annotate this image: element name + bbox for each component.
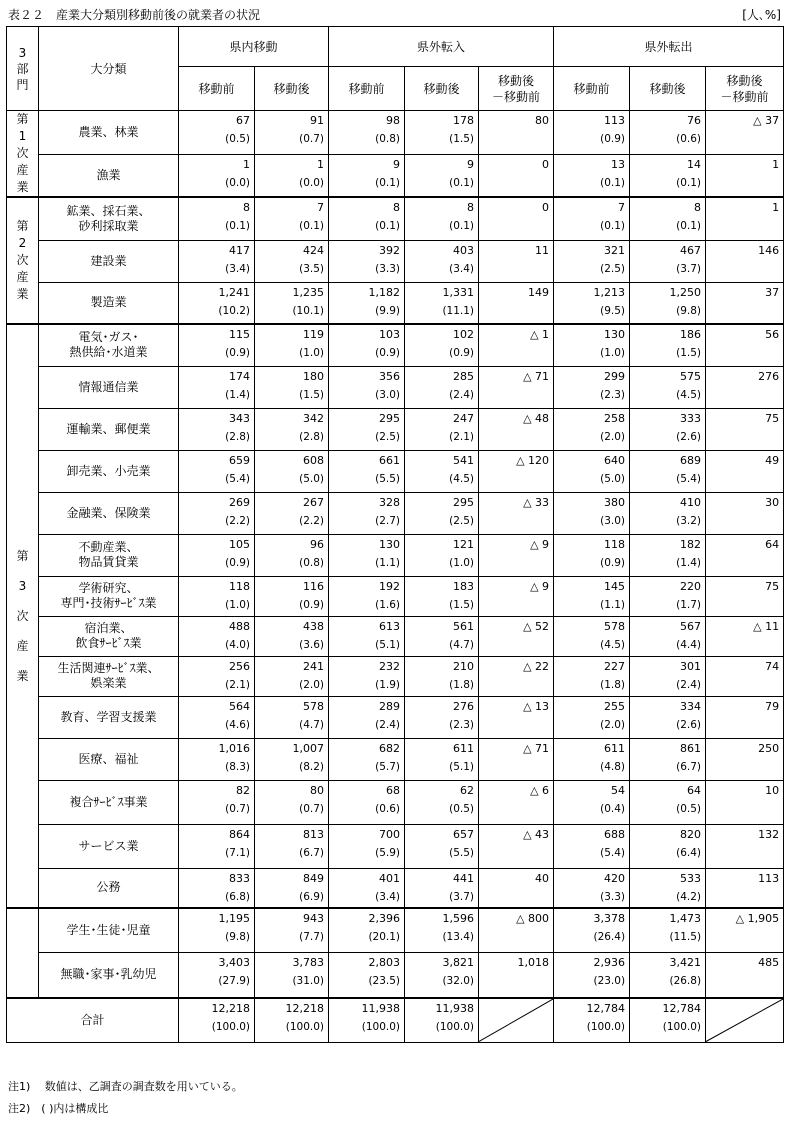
cell-in-d: △ 71 <box>479 366 554 408</box>
cell-out-a: 14 (0.1) <box>630 155 706 197</box>
cell-ni-b: 1 (0.0) <box>179 155 255 197</box>
total-cell: 11,938 (100.0) <box>405 998 479 1042</box>
cell-out-b: 258 (2.0) <box>554 408 630 450</box>
cell-out-a: 410 (3.2) <box>630 492 706 534</box>
cell-in-a: 62 (0.5) <box>405 780 479 824</box>
cell-out-d: 146 <box>706 240 784 282</box>
cell-in-b: 356 (3.0) <box>329 366 405 408</box>
cell-ni-a: 943 (7.7) <box>255 908 329 952</box>
cell-out-a: 861 (6.7) <box>630 738 706 780</box>
cell-out-d: 79 <box>706 696 784 738</box>
cell-in-a: 9 (0.1) <box>405 155 479 197</box>
category-name: 情報通信業 <box>39 366 179 408</box>
cell-ni-a: 180 (1.5) <box>255 366 329 408</box>
cell-in-d: △ 48 <box>479 408 554 450</box>
cell-out-d: 30 <box>706 492 784 534</box>
diagonal-slash <box>479 998 554 1042</box>
cell-ni-b: 488 (4.0) <box>179 616 255 656</box>
cell-out-b: 420 (3.3) <box>554 868 630 908</box>
cell-ni-a: 1,007 (8.2) <box>255 738 329 780</box>
table-row <box>7 240 784 282</box>
cell-out-b: 7 (0.1) <box>554 197 630 240</box>
cell-in-b: 98 (0.8) <box>329 111 405 155</box>
cell-in-d: 11 <box>479 240 554 282</box>
cell-out-d: 276 <box>706 366 784 408</box>
category-header: 大分類 <box>39 27 179 111</box>
cell-ni-b: 659 (5.4) <box>179 450 255 492</box>
unit-label: [人､%] <box>742 8 781 22</box>
cell-out-a: 467 (3.7) <box>630 240 706 282</box>
cell-in-a: 178 (1.5) <box>405 111 479 155</box>
cell-out-a: 186 (1.5) <box>630 324 706 366</box>
cell-in-b: 103 (0.9) <box>329 324 405 366</box>
cell-in-a: 121 (1.0) <box>405 534 479 576</box>
cell-in-d: △ 43 <box>479 824 554 868</box>
category-name: 公務 <box>39 868 179 908</box>
cell-out-b: 145 (1.1) <box>554 576 630 616</box>
table-row <box>7 111 784 155</box>
cell-out-a: 334 (2.6) <box>630 696 706 738</box>
table-title: 表２２ 産業大分類別移動前後の就業者の状況 <box>8 8 261 22</box>
cell-in-a: 1,596 (13.4) <box>405 908 479 952</box>
table-row <box>7 868 784 908</box>
cell-out-b: 321 (2.5) <box>554 240 630 282</box>
cell-ni-b: 269 (2.2) <box>179 492 255 534</box>
cell-out-b: 688 (5.4) <box>554 824 630 868</box>
cell-in-b: 130 (1.1) <box>329 534 405 576</box>
cell-out-b: 380 (3.0) <box>554 492 630 534</box>
cell-ni-b: 115 (0.9) <box>179 324 255 366</box>
cell-in-a: 102 (0.9) <box>405 324 479 366</box>
cell-ni-b: 256 (2.1) <box>179 656 255 696</box>
cell-ni-b: 1,195 (9.8) <box>179 908 255 952</box>
cell-out-d: 250 <box>706 738 784 780</box>
cell-ni-a: 608 (5.0) <box>255 450 329 492</box>
cell-in-a: 183 (1.5) <box>405 576 479 616</box>
cell-ni-a: 342 (2.8) <box>255 408 329 450</box>
category-name: 卸売業、小売業 <box>39 450 179 492</box>
category-name: 宿泊業、 飲食ｻｰﾋﾞｽ業 <box>39 616 179 656</box>
cell-out-d: 1 <box>706 155 784 197</box>
cell-in-b: 392 (3.3) <box>329 240 405 282</box>
category-name: 無職･家事･乳幼児 <box>39 952 179 998</box>
total-cell: 12,218 (100.0) <box>179 998 255 1042</box>
cell-out-a: 567 (4.4) <box>630 616 706 656</box>
cell-in-d: △ 9 <box>479 576 554 616</box>
table-row <box>7 534 784 576</box>
cell-in-a: 611 (5.1) <box>405 738 479 780</box>
cell-in-b: 232 (1.9) <box>329 656 405 696</box>
cell-out-d: 49 <box>706 450 784 492</box>
table-row <box>7 282 784 324</box>
cell-out-d: 74 <box>706 656 784 696</box>
cell-ni-b: 3,403 (27.9) <box>179 952 255 998</box>
cell-in-a: 561 (4.7) <box>405 616 479 656</box>
cell-out-d: 75 <box>706 408 784 450</box>
cell-out-b: 299 (2.3) <box>554 366 630 408</box>
cell-ni-b: 417 (3.4) <box>179 240 255 282</box>
cell-in-b: 8 (0.1) <box>329 197 405 240</box>
category-name: 電気･ガス･ 熱供給･水道業 <box>39 324 179 366</box>
cell-out-a: 1,473 (11.5) <box>630 908 706 952</box>
cell-out-a: 64 (0.5) <box>630 780 706 824</box>
cell-in-d: △ 22 <box>479 656 554 696</box>
group-header-within: 県内移動 <box>179 27 329 67</box>
table-row <box>7 824 784 868</box>
cell-ni-b: 833 (6.8) <box>179 868 255 908</box>
cell-in-a: 441 (3.7) <box>405 868 479 908</box>
group-header-inflow: 県外転入 <box>329 27 554 67</box>
cell-in-a: 3,821 (32.0) <box>405 952 479 998</box>
cell-ni-b: 564 (4.6) <box>179 696 255 738</box>
cell-ni-a: 1,235 (10.1) <box>255 282 329 324</box>
cell-out-a: 575 (4.5) <box>630 366 706 408</box>
table-row <box>7 450 784 492</box>
cell-ni-a: 424 (3.5) <box>255 240 329 282</box>
col-header-before: 移動前 <box>179 67 255 111</box>
cell-out-b: 611 (4.8) <box>554 738 630 780</box>
table-row <box>7 366 784 408</box>
cell-out-b: 1,213 (9.5) <box>554 282 630 324</box>
col-header-after: 移動後 <box>630 67 706 111</box>
table-row <box>7 576 784 616</box>
cell-in-d: △ 6 <box>479 780 554 824</box>
category-name: 鉱業、採石業、 砂利採取業 <box>39 197 179 240</box>
col-header-after: 移動後 <box>405 67 479 111</box>
cell-ni-b: 67 (0.5) <box>179 111 255 155</box>
cell-out-a: 8 (0.1) <box>630 197 706 240</box>
cell-out-a: 820 (6.4) <box>630 824 706 868</box>
cell-ni-b: 864 (7.1) <box>179 824 255 868</box>
cell-ni-a: 7 (0.1) <box>255 197 329 240</box>
cell-in-b: 1,182 (9.9) <box>329 282 405 324</box>
table-row <box>7 155 784 197</box>
cell-in-b: 2,803 (23.5) <box>329 952 405 998</box>
category-name: 教育、学習支援業 <box>39 696 179 738</box>
cell-in-b: 682 (5.7) <box>329 738 405 780</box>
cell-ni-a: 578 (4.7) <box>255 696 329 738</box>
cell-out-d: △ 11 <box>706 616 784 656</box>
cell-ni-b: 118 (1.0) <box>179 576 255 616</box>
cell-out-b: 578 (4.5) <box>554 616 630 656</box>
cell-in-b: 295 (2.5) <box>329 408 405 450</box>
diagonal-slash <box>706 998 784 1042</box>
cell-ni-a: 91 (0.7) <box>255 111 329 155</box>
cell-in-b: 68 (0.6) <box>329 780 405 824</box>
cell-in-d: △ 52 <box>479 616 554 656</box>
category-name: 建設業 <box>39 240 179 282</box>
cell-ni-a: 1 (0.0) <box>255 155 329 197</box>
table-row <box>7 738 784 780</box>
total-cell: 12,218 (100.0) <box>255 998 329 1042</box>
table-row <box>7 324 784 366</box>
cell-ni-a: 80 (0.7) <box>255 780 329 824</box>
cell-out-b: 255 (2.0) <box>554 696 630 738</box>
cell-out-d: 75 <box>706 576 784 616</box>
cell-in-b: 700 (5.9) <box>329 824 405 868</box>
cell-in-d: △ 13 <box>479 696 554 738</box>
table-row <box>7 197 784 240</box>
cell-in-a: 247 (2.1) <box>405 408 479 450</box>
cell-ni-b: 8 (0.1) <box>179 197 255 240</box>
cell-out-d: △ 1,905 <box>706 908 784 952</box>
cell-in-b: 192 (1.6) <box>329 576 405 616</box>
cell-in-d: △ 9 <box>479 534 554 576</box>
table-row <box>7 696 784 738</box>
cell-ni-b: 82 (0.7) <box>179 780 255 824</box>
cell-out-d: 113 <box>706 868 784 908</box>
category-name: 漁業 <box>39 155 179 197</box>
cell-in-a: 657 (5.5) <box>405 824 479 868</box>
col-header-before: 移動前 <box>554 67 630 111</box>
cell-in-b: 328 (2.7) <box>329 492 405 534</box>
cell-out-d: 1 <box>706 197 784 240</box>
cell-in-d: 149 <box>479 282 554 324</box>
cell-out-a: 76 (0.6) <box>630 111 706 155</box>
cell-ni-b: 1,241 (10.2) <box>179 282 255 324</box>
cell-out-a: 301 (2.4) <box>630 656 706 696</box>
cell-in-b: 401 (3.4) <box>329 868 405 908</box>
cell-in-d: 80 <box>479 111 554 155</box>
cell-ni-a: 3,783 (31.0) <box>255 952 329 998</box>
note-2: 注2) ( )内は構成比 <box>8 1102 109 1115</box>
table-row <box>7 908 784 952</box>
cell-in-d: 0 <box>479 155 554 197</box>
cell-in-d: 40 <box>479 868 554 908</box>
cell-in-a: 8 (0.1) <box>405 197 479 240</box>
total-cell: 11,938 (100.0) <box>329 998 405 1042</box>
cell-ni-b: 343 (2.8) <box>179 408 255 450</box>
cell-out-d: 485 <box>706 952 784 998</box>
cell-in-d: 1,018 <box>479 952 554 998</box>
cell-ni-b: 105 (0.9) <box>179 534 255 576</box>
category-name: 製造業 <box>39 282 179 324</box>
cell-out-a: 3,421 (26.8) <box>630 952 706 998</box>
cell-out-b: 3,378 (26.4) <box>554 908 630 952</box>
cell-in-d: △ 120 <box>479 450 554 492</box>
cell-out-b: 640 (5.0) <box>554 450 630 492</box>
category-name: 学術研究、 専門･技術ｻｰﾋﾞｽ業 <box>39 576 179 616</box>
cell-out-a: 220 (1.7) <box>630 576 706 616</box>
cell-ni-a: 241 (2.0) <box>255 656 329 696</box>
table-row <box>7 952 784 998</box>
table-row <box>7 408 784 450</box>
category-name: 運輸業、郵便業 <box>39 408 179 450</box>
cell-out-d: 37 <box>706 282 784 324</box>
sector-label: 第 3 次 産 業 <box>7 324 39 908</box>
cell-in-b: 289 (2.4) <box>329 696 405 738</box>
cell-out-d: △ 37 <box>706 111 784 155</box>
total-cell: 12,784 (100.0) <box>554 998 630 1042</box>
cell-out-b: 54 (0.4) <box>554 780 630 824</box>
note-1: 注1) 数値は、乙調査の調査数を用いている。 <box>8 1080 243 1093</box>
cell-ni-a: 438 (3.6) <box>255 616 329 656</box>
cell-in-d: 0 <box>479 197 554 240</box>
cell-ni-b: 174 (1.4) <box>179 366 255 408</box>
cell-in-b: 661 (5.5) <box>329 450 405 492</box>
sector-label: 第 2 次 産 業 <box>7 197 39 324</box>
sector-label: 第 1 次 産 業 <box>7 111 39 198</box>
cell-in-b: 2,396 (20.1) <box>329 908 405 952</box>
cell-out-b: 13 (0.1) <box>554 155 630 197</box>
cell-in-d: △ 800 <box>479 908 554 952</box>
col-header-after: 移動後 <box>255 67 329 111</box>
cell-in-b: 9 (0.1) <box>329 155 405 197</box>
category-name: 生活関連ｻｰﾋﾞｽ業、 娯楽業 <box>39 656 179 696</box>
cell-in-d: △ 71 <box>479 738 554 780</box>
cell-in-a: 276 (2.3) <box>405 696 479 738</box>
cell-in-d: △ 33 <box>479 492 554 534</box>
data-table <box>6 26 784 1043</box>
category-name: サービス業 <box>39 824 179 868</box>
cell-ni-a: 119 (1.0) <box>255 324 329 366</box>
cell-out-a: 182 (1.4) <box>630 534 706 576</box>
cell-out-d: 64 <box>706 534 784 576</box>
cell-in-a: 285 (2.4) <box>405 366 479 408</box>
col-header-diff: 移動後 －移動前 <box>479 67 554 111</box>
category-name: 学生･生徒･児童 <box>39 908 179 952</box>
table-row <box>7 780 784 824</box>
table-row <box>7 492 784 534</box>
cell-ni-a: 849 (6.9) <box>255 868 329 908</box>
table-row <box>7 656 784 696</box>
category-name: 不動産業、 物品賃貸業 <box>39 534 179 576</box>
col-header-diff: 移動後 －移動前 <box>706 67 784 111</box>
category-name: 医療、福祉 <box>39 738 179 780</box>
total-cell: 12,784 (100.0) <box>630 998 706 1042</box>
cell-out-a: 533 (4.2) <box>630 868 706 908</box>
cell-in-a: 1,331 (11.1) <box>405 282 479 324</box>
cell-out-d: 132 <box>706 824 784 868</box>
cell-out-b: 113 (0.9) <box>554 111 630 155</box>
cell-in-a: 541 (4.5) <box>405 450 479 492</box>
cell-in-d: △ 1 <box>479 324 554 366</box>
total-label: 合計 <box>7 998 179 1042</box>
cell-out-a: 1,250 (9.8) <box>630 282 706 324</box>
cell-out-d: 10 <box>706 780 784 824</box>
cell-out-a: 333 (2.6) <box>630 408 706 450</box>
cell-ni-a: 267 (2.2) <box>255 492 329 534</box>
cell-out-b: 130 (1.0) <box>554 324 630 366</box>
sector-empty <box>7 908 39 998</box>
cell-in-b: 613 (5.1) <box>329 616 405 656</box>
category-name: 農業、林業 <box>39 111 179 155</box>
category-name: 複合ｻｰﾋﾞｽ事業 <box>39 780 179 824</box>
category-name: 金融業、保険業 <box>39 492 179 534</box>
sector-header: 3 部 門 <box>7 27 39 111</box>
group-header-outflow: 県外転出 <box>554 27 784 67</box>
cell-out-b: 118 (0.9) <box>554 534 630 576</box>
cell-ni-a: 813 (6.7) <box>255 824 329 868</box>
cell-out-b: 2,936 (23.0) <box>554 952 630 998</box>
cell-ni-b: 1,016 (8.3) <box>179 738 255 780</box>
col-header-before: 移動前 <box>329 67 405 111</box>
cell-out-d: 56 <box>706 324 784 366</box>
cell-out-a: 689 (5.4) <box>630 450 706 492</box>
cell-ni-a: 116 (0.9) <box>255 576 329 616</box>
cell-ni-a: 96 (0.8) <box>255 534 329 576</box>
cell-in-a: 295 (2.5) <box>405 492 479 534</box>
cell-in-a: 210 (1.8) <box>405 656 479 696</box>
cell-out-b: 227 (1.8) <box>554 656 630 696</box>
total-row <box>7 998 784 1042</box>
table-row <box>7 616 784 656</box>
cell-in-a: 403 (3.4) <box>405 240 479 282</box>
